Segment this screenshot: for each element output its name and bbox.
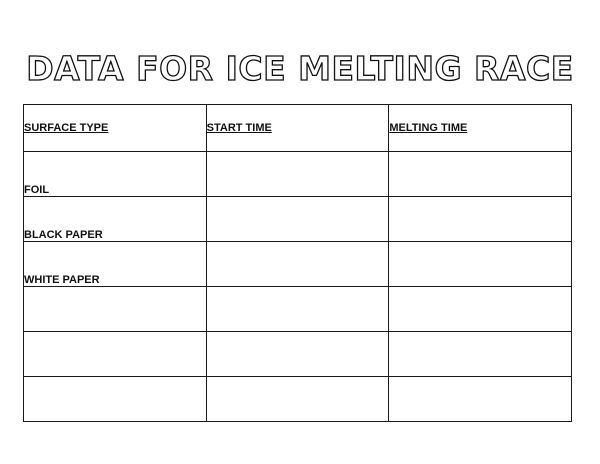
table-row <box>24 287 572 332</box>
header-surface-type: SURFACE TYPE <box>24 105 207 152</box>
surface-cell[interactable] <box>24 377 207 422</box>
start-time-cell[interactable] <box>206 287 389 332</box>
start-time-cell[interactable] <box>206 332 389 377</box>
title-text: DATA FOR ICE MELTING RACE <box>26 49 574 88</box>
surface-cell[interactable]: FOIL <box>24 152 207 197</box>
header-start-time: START TIME <box>206 105 389 152</box>
surface-cell[interactable]: WHITE PAPER <box>24 242 207 287</box>
melting-time-cell[interactable] <box>389 242 572 287</box>
table-row <box>24 242 572 287</box>
melting-time-cell[interactable] <box>389 152 572 197</box>
table-row <box>24 332 572 377</box>
melting-time-cell[interactable] <box>389 287 572 332</box>
table-row <box>24 377 572 422</box>
melting-time-cell[interactable] <box>389 332 572 377</box>
start-time-cell[interactable] <box>206 377 389 422</box>
start-time-cell[interactable] <box>206 197 389 242</box>
surface-cell[interactable] <box>24 287 207 332</box>
melting-time-cell[interactable] <box>389 197 572 242</box>
table-row <box>24 197 572 242</box>
start-time-cell[interactable] <box>206 242 389 287</box>
surface-cell[interactable]: BLACK PAPER <box>24 197 207 242</box>
worksheet-title <box>0 44 600 94</box>
melting-time-cell[interactable] <box>389 377 572 422</box>
table-row <box>24 152 572 197</box>
surface-cell[interactable] <box>24 332 207 377</box>
header-row <box>24 105 572 152</box>
header-melting-time: MELTING TIME <box>389 105 572 152</box>
start-time-cell[interactable] <box>206 152 389 197</box>
data-table <box>23 104 572 422</box>
